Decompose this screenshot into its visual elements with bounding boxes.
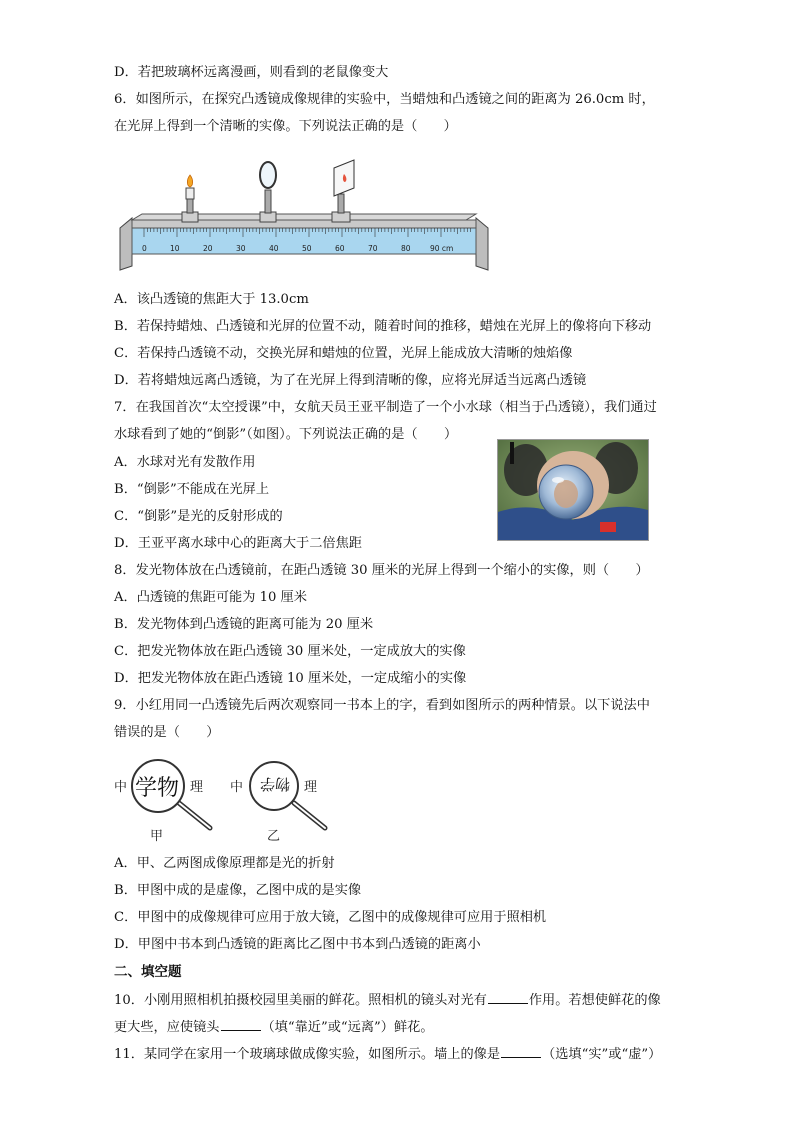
tick-label: 40 xyxy=(269,244,279,253)
magnified-text: 学物 xyxy=(135,776,180,801)
water-ball-photo xyxy=(497,439,649,541)
q9-option-c: C．甲图中的成像规律可应用于放大镜，乙图中的成像规律可应用于照相机 xyxy=(114,910,547,925)
q9-option-b: B．甲图中成的是虚像，乙图中成的是实像 xyxy=(114,883,362,898)
q5-option-d: D．若把玻璃杯远离漫画，则看到的老鼠像变大 xyxy=(114,65,389,80)
right-end-support xyxy=(476,218,488,270)
answer-blank[interactable] xyxy=(221,1017,261,1031)
q11-text: （选填“实”或“虚”） xyxy=(542,1047,662,1062)
tick-label: 10 xyxy=(170,244,180,253)
q10-text: 作用。若想使鲜花的像 xyxy=(528,993,661,1008)
q8-option-b: B．发光物体到凸透镜的距离可能为 20 厘米 xyxy=(114,617,374,632)
tick-label: 50 xyxy=(302,244,312,253)
q7-option-d: D．王亚平离水球中心的距离大于二倍焦距 xyxy=(114,536,362,551)
screen-holder xyxy=(332,160,354,222)
left-end-support xyxy=(120,218,132,270)
answer-blank[interactable] xyxy=(488,990,528,1004)
lens-holder xyxy=(260,162,276,222)
magnifier-figure xyxy=(112,758,342,846)
candle-flame-icon xyxy=(187,175,192,187)
q6-option-d: D．若将蜡烛远离凸透镜，为了在光屏上得到清晰的像，应将光屏适当远离凸透镜 xyxy=(114,373,587,388)
q7-stem-line1: 7．在我国首次“太空授课”中，女航天员王亚平制造了一个小水球（相当于凸透镜），我们通过 xyxy=(114,400,657,415)
right-char: 理 xyxy=(190,780,204,795)
magnifier-jia xyxy=(114,760,210,844)
label-yi: 乙 xyxy=(267,829,281,844)
tick-label: 0 xyxy=(142,244,147,253)
q9-stem-line2: 错误的是（ ） xyxy=(114,725,220,740)
tick-label: 90 cm xyxy=(430,244,454,253)
inverted-text: 物学 xyxy=(259,775,290,793)
q6-option-b: B．若保持蜡烛、凸透镜和光屏的位置不动，随着时间的推移，蜡烛在光屏上的像将向下移动 xyxy=(114,319,652,334)
right-char: 理 xyxy=(304,780,318,795)
tick-label: 80 xyxy=(401,244,411,253)
candle-holder xyxy=(182,175,198,222)
q10-text: （填“靠近”或“远离”）鲜花。 xyxy=(261,1020,434,1035)
tick-label: 20 xyxy=(203,244,213,253)
q8-stem: 8．发光物体放在凸透镜前，在距凸透镜 30 厘米的光屏上得到一个缩小的实像，则（ ） xyxy=(114,563,649,578)
q7-option-c: C．“倒影”是光的反射形成的 xyxy=(114,509,283,524)
q6-option-c: C．若保持凸透镜不动，交换光屏和蜡烛的位置，光屏上能成放大清晰的烛焰像 xyxy=(114,346,573,361)
q7-stem-line2: 水球看到了她的“倒影”（如图）。下列说法正确的是（ ） xyxy=(114,427,458,442)
q9-option-d: D．甲图中书本到凸透镜的距离比乙图中书本到凸透镜的距离小 xyxy=(114,937,481,952)
q6-option-a: A．该凸透镜的焦距大于 13.0cm xyxy=(114,292,309,307)
q6-stem-line1: 6．如图所示，在探究凸透镜成像规律的实验中，当蜡烛和凸透镜之间的距离为 26.0cm 时， xyxy=(114,92,655,107)
q8-option-d: D．把发光物体放在距凸透镜 10 厘米处，一定成缩小的实像 xyxy=(114,671,467,686)
candle xyxy=(186,188,194,199)
q8-option-c: C．把发光物体放在距凸透镜 30 厘米处，一定成放大的实像 xyxy=(114,644,466,659)
q8-option-a: A．凸透镜的焦距可能为 10 厘米 xyxy=(114,590,307,605)
convex-lens-icon xyxy=(260,162,276,188)
q11-line1 xyxy=(114,1044,661,1064)
q10-text: 更大些，应使镜头 xyxy=(114,1020,220,1035)
section-heading: 二、填空题 xyxy=(114,964,182,980)
q7-option-a: A．水球对光有发散作用 xyxy=(114,455,256,470)
q6-stem-line2: 在光屏上得到一个清晰的实像。下列说法正确的是（ ） xyxy=(114,119,457,134)
q10-text: 10．小刚用照相机拍摄校园里美丽的鲜花。照相机的镜头对光有 xyxy=(114,993,487,1008)
q10-line1 xyxy=(114,990,661,1010)
magnifier-yi xyxy=(230,762,325,844)
water-ball-image xyxy=(498,440,648,540)
optical-bench-figure xyxy=(114,158,494,274)
tick-label: 30 xyxy=(236,244,246,253)
q10-line2 xyxy=(114,1017,434,1037)
q9-stem-line1: 9．小红用同一凸透镜先后两次观察同一书本上的字，看到如图所示的两种情景。以下说法中 xyxy=(114,698,650,713)
label-jia: 甲 xyxy=(150,829,164,844)
left-char: 中 xyxy=(114,780,128,795)
q7-option-b: B．“倒影”不能成在光屏上 xyxy=(114,482,270,497)
tick-label: 60 xyxy=(335,244,345,253)
answer-blank[interactable] xyxy=(501,1044,541,1058)
q9-option-a: A．甲、乙两图成像原理都是光的折射 xyxy=(114,856,335,871)
tick-label: 70 xyxy=(368,244,378,253)
q11-text: 11．某同学在家用一个玻璃球做成像实验，如图所示。墙上的像是 xyxy=(114,1047,501,1062)
left-char: 中 xyxy=(230,780,244,795)
